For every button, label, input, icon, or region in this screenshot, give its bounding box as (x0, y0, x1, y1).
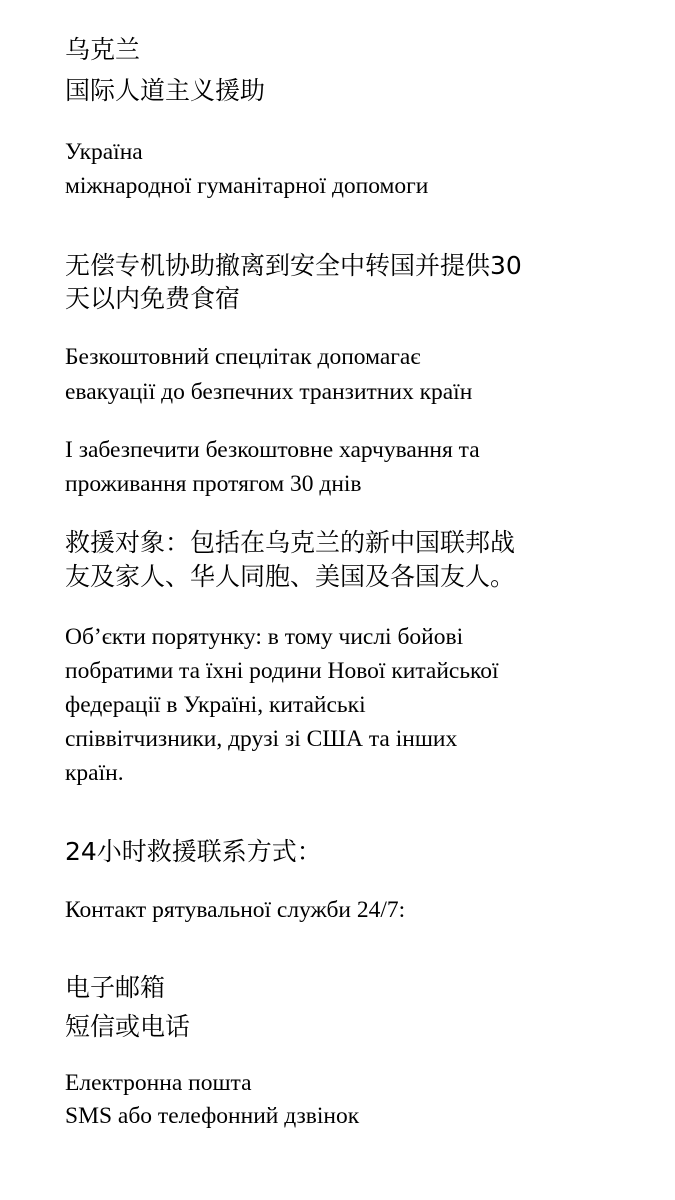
rescue-targets-line-uk-3: федерації в Україні, китайські (65, 692, 366, 718)
contact-heading-uk: Контакт рятувальної служби 24/7: (65, 897, 406, 923)
contact-methods-line-zh-2: 短信或电话 (65, 1012, 191, 1041)
contact-methods-line-zh-1: 电子邮箱 (65, 973, 166, 1002)
title-line-uk-2: міжнародної гуманітарної допомоги (65, 173, 429, 199)
contact-heading-zh: 24小时救援联系方式： (65, 837, 322, 866)
evacuation-line-uk-1: Безкоштовний спецлітак допомагає (65, 344, 421, 370)
lodging-line-uk-1: І забезпечити безкоштовне харчування та (65, 437, 480, 463)
contact-methods-line-uk-1: Електронна пошта (65, 1070, 252, 1096)
rescue-targets-line-zh-1: 救援对象：包括在乌克兰的新中国联邦战 (65, 528, 516, 557)
contact-methods-line-uk-2: SMS або телефонний дзвінок (65, 1103, 360, 1129)
rescue-targets-line-uk-4: співвітчизники, друзі зі США та інших (65, 726, 458, 752)
title-line-zh-2: 国际人道主义援助 (65, 76, 266, 105)
rescue-targets-line-uk-5: країн. (65, 760, 124, 786)
lodging-line-uk-2: проживання протягом 30 днів (65, 471, 362, 497)
rescue-targets-line-uk-2: побратими та їхні родини Нової китайської (65, 658, 499, 684)
rescue-targets-line-zh-2: 友及家人、华人同胞、美国及各国友人。 (65, 562, 516, 591)
evacuation-line-zh-1: 无偿专机协助撤离到安全中转国并提供30 (65, 251, 522, 280)
evacuation-line-uk-2: евакуації до безпечних транзитних країн (65, 379, 473, 405)
rescue-targets-line-uk-1: Об’єкти порятунку: в тому числі бойові (65, 624, 464, 650)
evacuation-line-zh-2: 天以内免费食宿 (65, 284, 241, 313)
title-line-uk-1: Україна (65, 139, 143, 165)
title-line-zh-1: 乌克兰 (65, 35, 141, 64)
